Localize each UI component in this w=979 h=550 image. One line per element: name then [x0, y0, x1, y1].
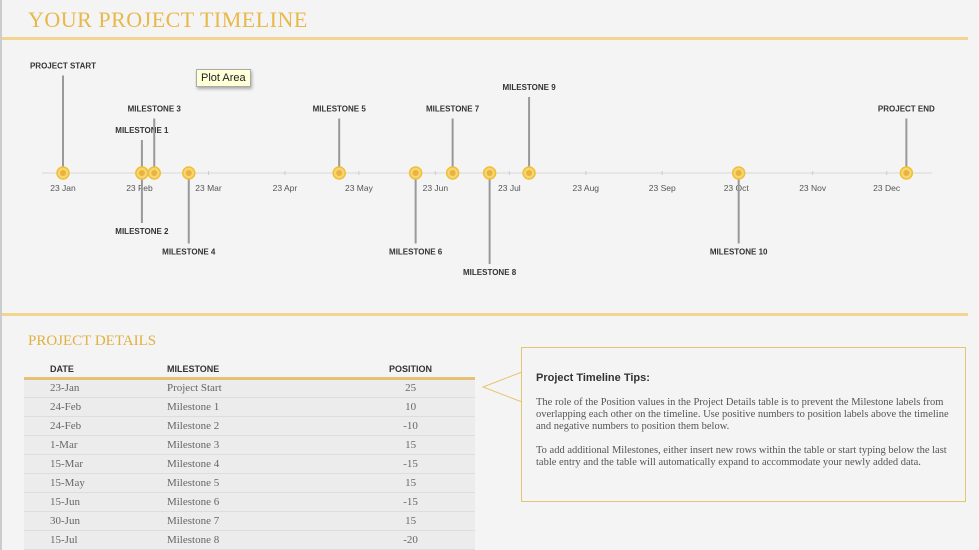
table-row[interactable] — [24, 416, 475, 435]
milestone-label: MILESTONE 2 — [115, 227, 169, 236]
axis-tick-label: 23 Oct — [723, 183, 749, 193]
col-date: DATE — [24, 361, 141, 378]
axis-tick-label: 23 Sep — [648, 183, 676, 193]
milestone-label: MILESTONE 5 — [312, 104, 366, 114]
date-cell[interactable]: 1-Mar — [24, 435, 141, 454]
details-title: PROJECT DETAILS — [28, 333, 157, 349]
milestone-label: MILESTONE 8 — [463, 268, 517, 277]
milestone-label: PROJECT END — [877, 104, 935, 114]
axis-tick-label: 23 May — [344, 183, 373, 193]
milestone-label: MILESTONE 9 — [502, 83, 556, 92]
milestone-cell[interactable]: Milestone 3 — [141, 435, 296, 454]
position-cell[interactable]: -15 — [296, 492, 475, 511]
position-cell[interactable]: -15 — [296, 454, 475, 473]
table-row[interactable] — [24, 492, 475, 511]
col-position: POSITION — [296, 361, 475, 378]
axis-tick-label: 23 Jun — [422, 183, 449, 193]
date-cell[interactable]: 30-Jun — [24, 511, 141, 530]
milestone-marker-dot — [186, 170, 192, 176]
details-table — [24, 361, 475, 550]
table-row[interactable] — [24, 511, 475, 530]
milestone-marker-dot — [139, 170, 145, 176]
table-row[interactable] — [24, 397, 475, 416]
timeline-chart[interactable] — [2, 0, 979, 300]
milestone-marker-dot — [450, 170, 456, 176]
position-cell[interactable]: -10 — [296, 416, 475, 435]
position-cell[interactable]: 25 — [296, 378, 475, 397]
milestone-label: MILESTONE 6 — [389, 247, 443, 257]
axis-tick-label: 23 Dec — [873, 183, 901, 193]
position-cell[interactable]: 10 — [296, 397, 475, 416]
milestone-marker-dot — [60, 170, 66, 176]
date-cell[interactable]: 24-Feb — [24, 416, 141, 435]
axis-tick-label: 23 Feb — [126, 183, 153, 193]
tips-paragraph-1: The role of the Position values in the Project Details table is to prevent the Milestone labels from overlapping each other on the timeline. Use positive numbers to position labels above the timeline and negative numbers to position them below. — [536, 397, 949, 432]
position-cell[interactable]: 15 — [296, 435, 475, 454]
axis-tick-label: 23 Apr — [272, 183, 298, 193]
table-row[interactable] — [24, 378, 475, 397]
axis-tick-label: 23 Jan — [50, 183, 76, 193]
milestone-marker-dot — [526, 170, 532, 176]
col-milestone: MILESTONE — [141, 361, 296, 378]
date-cell[interactable]: 15-Jun — [24, 492, 141, 511]
date-cell[interactable]: 15-Jul — [24, 530, 141, 549]
page-title: YOUR PROJECT TIMELINE — [28, 7, 308, 32]
milestone-label: PROJECT START — [29, 61, 97, 71]
milestone-cell[interactable]: Milestone 8 — [141, 530, 296, 549]
axis-tick-label: 23 Nov — [799, 183, 827, 193]
callout-arrow — [482, 372, 524, 402]
milestone-cell[interactable]: Milestone 6 — [141, 492, 296, 511]
milestone-marker-dot — [151, 170, 157, 176]
milestone-marker-dot — [903, 170, 909, 176]
position-cell[interactable]: 15 — [296, 473, 475, 492]
table-row[interactable] — [24, 454, 475, 473]
date-cell[interactable]: 24-Feb — [24, 397, 141, 416]
milestone-marker-dot — [736, 170, 742, 176]
date-cell[interactable]: 15-May — [24, 473, 141, 492]
milestone-label: MILESTONE 7 — [426, 104, 480, 114]
milestone-marker-dot — [413, 170, 419, 176]
table-row[interactable] — [24, 435, 475, 454]
section-divider — [2, 313, 968, 316]
milestone-cell[interactable]: Milestone 4 — [141, 454, 296, 473]
milestone-label: MILESTONE 10 — [709, 247, 768, 257]
date-cell[interactable]: 23-Jan — [24, 378, 141, 397]
tips-title: Project Timeline Tips: — [536, 372, 650, 384]
milestone-cell[interactable]: Milestone 5 — [141, 473, 296, 492]
axis-tick-label: 23 Aug — [572, 183, 600, 193]
tips-paragraph-2: To add additional Milestones, either insert new rows within the table or start typing below the last table entry and the table will automatically expand to accommodate your newly added data. — [536, 445, 947, 468]
milestone-cell[interactable]: Milestone 7 — [141, 511, 296, 530]
position-cell[interactable]: 15 — [296, 511, 475, 530]
milestone-cell[interactable]: Milestone 1 — [141, 397, 296, 416]
milestone-label: MILESTONE 3 — [127, 104, 181, 114]
axis-tick-label: 23 Jul — [498, 183, 521, 193]
milestone-marker-dot — [336, 170, 342, 176]
axis-tick-label: 23 Mar — [195, 183, 222, 193]
milestone-cell[interactable]: Milestone 2 — [141, 416, 296, 435]
milestone-cell[interactable]: Project Start — [141, 378, 296, 397]
plot-area-tooltip: Plot Area — [196, 69, 251, 87]
table-row[interactable] — [24, 473, 475, 492]
milestone-marker-dot — [487, 170, 493, 176]
table-row[interactable] — [24, 530, 475, 549]
position-cell[interactable]: -20 — [296, 530, 475, 549]
milestone-label: MILESTONE 4 — [162, 247, 216, 257]
milestone-label: MILESTONE 1 — [115, 126, 169, 135]
date-cell[interactable]: 15-Mar — [24, 454, 141, 473]
tips-box — [521, 347, 966, 502]
